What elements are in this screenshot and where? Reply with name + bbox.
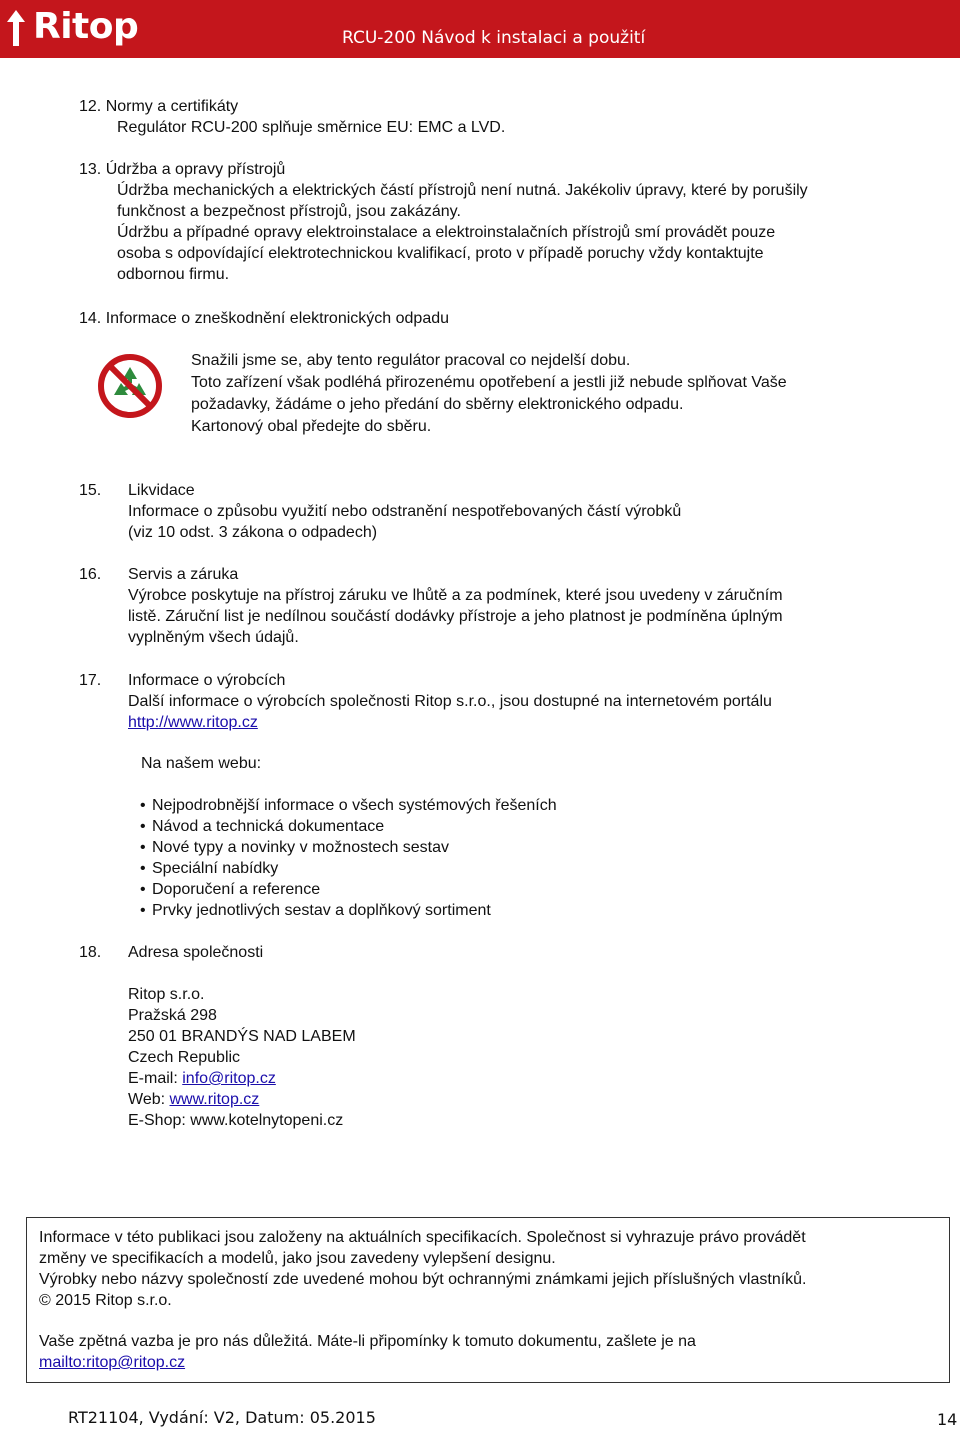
section-14-heading: 14. Informace o zneškodnění elektronických odpadu	[79, 310, 450, 327]
web-line	[128, 1089, 259, 1110]
section-18-heading: Adresa společnosti	[128, 944, 264, 961]
section-13-heading: 13. Údržba a opravy přístrojů	[79, 161, 286, 178]
section-17-heading: Informace o výrobcích	[128, 672, 286, 689]
list-item: • Doporučení a reference	[152, 879, 320, 900]
section-14-line: Snažili jsme se, aby tento regulátor pracoval co nejdelší dobu.	[191, 352, 631, 369]
web-label: Web:	[128, 1091, 170, 1108]
section-13-line: osoba s odpovídající elektrotechnickou kvalifikací, proto v případě poruchy vždy kontaktujte	[117, 245, 764, 262]
email-label: E-mail:	[128, 1070, 183, 1087]
feedback-text: Vaše zpětná vazba je pro nás důležitá. Máte-li připomínky k tomuto dokumentu, zašlete je na	[39, 1333, 696, 1350]
eshop-line: E-Shop: www.kotelnytopeni.cz	[128, 1112, 344, 1129]
document-title: RCU-200 Návod k instalaci a použití	[342, 28, 646, 48]
section-12-heading: 12. Normy a certifikáty	[79, 98, 239, 115]
footer-doc-id: RT21104, Vydání: V2, Datum: 05.2015	[68, 1408, 376, 1427]
section-15-number: 15.	[79, 482, 102, 499]
section-17-number: 17.	[79, 672, 102, 689]
email-link[interactable]: info@ritop.cz	[182, 1070, 276, 1087]
email-line	[128, 1068, 276, 1089]
page-number: 14	[937, 1410, 958, 1429]
section-13-line: Údržbu a případné opravy elektroinstalace a elektroinstalačních přístrojů smí provádět pouze	[117, 224, 776, 241]
list-item: • Nejpodrobnější informace o všech systémových řešeních	[152, 795, 557, 816]
logo-text: Ritop	[33, 6, 139, 47]
list-item: • Nové typy a novinky v možnostech sestav	[152, 837, 449, 858]
section-13-line: odbornou firmu.	[117, 266, 230, 283]
ritop-website-link[interactable]: http://www.ritop.cz	[128, 714, 258, 731]
list-item: • Prvky jednotlivých sestav a doplňkový sortiment	[152, 900, 491, 921]
section-16-number: 16.	[79, 566, 102, 583]
section-16-line: listě. Záruční list je nedílnou součástí dodávky přístroje a jeho platnost je podmíněna úplným	[128, 608, 783, 625]
section-12-text: Regulátor RCU-200 splňuje směrnice EU: EMC a LVD.	[117, 119, 506, 136]
list-item: • Speciální nabídky	[152, 858, 278, 879]
section-17-line: Další informace o výrobcích společnosti Ritop s.r.o., jsou dostupné na internetovém portálu	[128, 693, 772, 710]
section-14-line: Toto zařízení však podléhá přirozenému opotřebení a jestli již nebude splňovat Vaše	[191, 374, 787, 391]
company-name: Ritop s.r.o.	[128, 986, 205, 1003]
section-13-line: funkčnost a bezpečnost přístrojů, jsou zakázány.	[117, 203, 461, 220]
address-street: Pražská 298	[128, 1007, 217, 1024]
web-link[interactable]: www.ritop.cz	[169, 1091, 260, 1108]
notice-line: Informace v této publikaci jsou založeny na aktuálních specifikacích. Společnost si vyhrazuje právo provádět	[39, 1229, 806, 1246]
section-14-line: Kartonový obal předejte do sběru.	[191, 418, 432, 435]
web-list-heading: Na našem webu:	[141, 755, 262, 772]
address-country: Czech Republic	[128, 1049, 241, 1066]
no-recycle-icon	[97, 353, 163, 419]
notice-line: Výrobky nebo názvy společností zde uvedené mohou být ochrannými známkami jejich příslušných vlastníků.	[39, 1271, 807, 1288]
section-13-line: Údržba mechanických a elektrických částí přístrojů není nutná. Jakékoliv úpravy, které by porušily	[117, 182, 808, 199]
section-15-heading: Likvidace	[128, 482, 195, 499]
notice-line: změny ve specifikacích a modelů, jako jsou zavedeny vylepšení designu.	[39, 1250, 556, 1267]
section-16-line: Výrobce poskytuje na přístroj záruku ve lhůtě a za podmínek, které jsou uvedeny v záručním	[128, 587, 783, 604]
section-16-line: vyplněným všech údajů.	[128, 629, 299, 646]
list-item: • Návod a technická dokumentace	[152, 816, 384, 837]
section-15-line: (viz 10 odst. 3 zákona o odpadech)	[128, 524, 378, 541]
mailto-link[interactable]: mailto:ritop@ritop.cz	[39, 1354, 186, 1371]
section-16-heading: Servis a záruka	[128, 566, 239, 583]
address-city: 250 01 BRANDÝS NAD LABEM	[128, 1028, 356, 1045]
section-15-line: Informace o způsobu využití nebo odstranění nespotřebovaných částí výrobků	[128, 503, 682, 520]
logo-mark-icon	[5, 8, 27, 48]
copyright: © 2015 Ritop s.r.o.	[39, 1292, 172, 1309]
section-18-number: 18.	[79, 944, 102, 961]
section-14-line: požadavky, žádáme o jeho předání do sběrny elektronického odpadu.	[191, 396, 684, 413]
